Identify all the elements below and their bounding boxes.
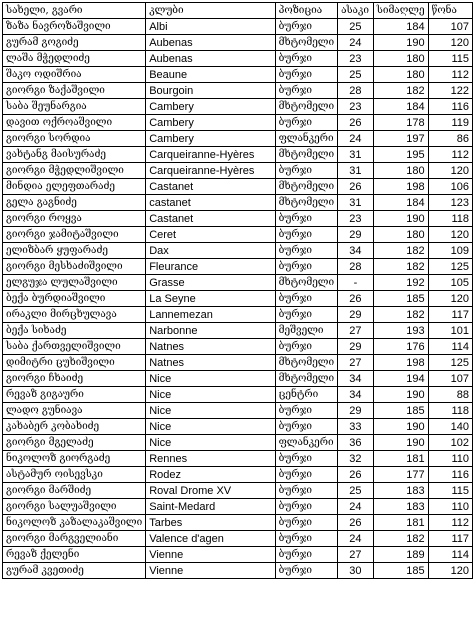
cell-age[interactable]: 29 [338, 227, 374, 243]
header-club[interactable]: კლუბი [146, 3, 275, 19]
cell-club[interactable]: Lannemezan [146, 307, 275, 323]
cell-position[interactable]: ბურჯი [275, 547, 337, 563]
cell-weight[interactable]: 115 [428, 483, 472, 499]
cell-weight[interactable]: 107 [428, 19, 472, 35]
cell-age[interactable]: 24 [338, 531, 374, 547]
table-row [3, 291, 473, 307]
cell-weight[interactable]: 120 [428, 563, 472, 579]
cell-name[interactable]: ირაკლი მირცხულავა [3, 307, 146, 323]
table-row [3, 419, 473, 435]
cell-weight[interactable]: 114 [428, 339, 472, 355]
cell-position[interactable]: ბურჯი [275, 451, 337, 467]
cell-club[interactable]: Rodez [146, 467, 275, 483]
cell-age[interactable]: 34 [338, 243, 374, 259]
cell-age[interactable]: 29 [338, 307, 374, 323]
cell-position[interactable]: ბურჯი [275, 51, 337, 67]
cell-weight[interactable]: 120 [428, 291, 472, 307]
cell-weight[interactable]: 114 [428, 547, 472, 563]
cell-position[interactable]: მხტომელი [275, 99, 337, 115]
cell-position[interactable]: მეშველი [275, 323, 337, 339]
cell-age[interactable]: 25 [338, 67, 374, 83]
cell-height[interactable]: 184 [373, 195, 428, 211]
table-row [3, 307, 473, 323]
cell-club[interactable]: Castanet [146, 179, 275, 195]
cell-position[interactable]: მხტომელი [275, 147, 337, 163]
cell-club[interactable]: Beaune [146, 67, 275, 83]
cell-club[interactable]: Cambery [146, 131, 275, 147]
cell-position[interactable]: ბურჯი [275, 19, 337, 35]
table-row [3, 355, 473, 371]
cell-height[interactable]: 178 [373, 115, 428, 131]
cell-weight[interactable]: 123 [428, 195, 472, 211]
cell-age[interactable]: 26 [338, 467, 374, 483]
cell-name[interactable]: შაკო ოდიშრია [3, 67, 146, 83]
cell-age[interactable]: 34 [338, 371, 374, 387]
cell-club[interactable]: Tarbes [146, 515, 275, 531]
cell-club[interactable]: Nice [146, 387, 275, 403]
cell-age[interactable]: 25 [338, 483, 374, 499]
cell-name[interactable]: გიორგი ზაქაშვილი [3, 83, 146, 99]
cell-position[interactable]: ბურჯი [275, 115, 337, 131]
cell-position[interactable]: ბურჯი [275, 419, 337, 435]
cell-position[interactable]: ბურჯი [275, 83, 337, 99]
cell-weight[interactable]: 86 [428, 131, 472, 147]
table-row [3, 227, 473, 243]
cell-position[interactable]: ბურჯი [275, 339, 337, 355]
cell-height[interactable]: 182 [373, 259, 428, 275]
cell-height[interactable]: 182 [373, 83, 428, 99]
cell-height[interactable]: 181 [373, 515, 428, 531]
cell-club[interactable]: Cambery [146, 99, 275, 115]
cell-position[interactable]: ბურჯი [275, 243, 337, 259]
table-row [3, 467, 473, 483]
header-row [3, 3, 473, 19]
cell-club[interactable]: Fleurance [146, 259, 275, 275]
header-height[interactable]: სიმაღლე [373, 3, 428, 19]
cell-position[interactable]: ბურჯი [275, 403, 337, 419]
cell-height[interactable]: 182 [373, 531, 428, 547]
cell-position[interactable]: მხტომელი [275, 195, 337, 211]
cell-age[interactable]: 27 [338, 323, 374, 339]
cell-name[interactable]: ლაშა მჭედლიძე [3, 51, 146, 67]
cell-name[interactable]: ვახტანგ მაისურაძე [3, 147, 146, 163]
cell-club[interactable]: Nice [146, 435, 275, 451]
cell-club[interactable]: Nice [146, 371, 275, 387]
cell-position[interactable]: ბურჯი [275, 467, 337, 483]
table-row [3, 99, 473, 115]
cell-position[interactable]: ფლანკერი [275, 435, 337, 451]
cell-name[interactable]: გიორგი სალუაშვილი [3, 499, 146, 515]
cell-club[interactable]: Aubenas [146, 51, 275, 67]
cell-club[interactable]: castanet [146, 195, 275, 211]
cell-weight[interactable]: 112 [428, 147, 472, 163]
cell-name[interactable]: ნიკოლოზ კაზალაკაშვილი [3, 515, 146, 531]
cell-height[interactable]: 177 [373, 467, 428, 483]
cell-weight[interactable]: 115 [428, 51, 472, 67]
cell-weight[interactable]: 120 [428, 35, 472, 51]
cell-age[interactable]: 28 [338, 83, 374, 99]
cell-weight[interactable]: 105 [428, 275, 472, 291]
table-row [3, 339, 473, 355]
cell-club[interactable]: Cambery [146, 115, 275, 131]
cell-name[interactable]: გურამ კვეთიძე [3, 563, 146, 579]
cell-name[interactable]: მინდია ელეფთარაძე [3, 179, 146, 195]
cell-name[interactable]: ლადო გუნიავა [3, 403, 146, 419]
cell-height[interactable]: 190 [373, 435, 428, 451]
table-row [3, 179, 473, 195]
cell-position[interactable]: ბურჯი [275, 531, 337, 547]
cell-age[interactable]: 27 [338, 355, 374, 371]
cell-position[interactable]: მხტომელი [275, 371, 337, 387]
cell-height[interactable]: 183 [373, 483, 428, 499]
cell-position[interactable]: ბურჯი [275, 67, 337, 83]
cell-name[interactable]: ელიზბარ ყუფარაძე [3, 243, 146, 259]
cell-name[interactable]: ბექა სიხაძე [3, 323, 146, 339]
cell-position[interactable]: ბურჯი [275, 515, 337, 531]
cell-club[interactable]: Saint-Medard [146, 499, 275, 515]
cell-name[interactable]: გიორგი მარშიძე [3, 483, 146, 499]
cell-position[interactable]: ცენტრი [275, 387, 337, 403]
table-row [3, 483, 473, 499]
cell-weight[interactable]: 116 [428, 467, 472, 483]
cell-name[interactable]: გელა გაგნიძე [3, 195, 146, 211]
cell-height[interactable]: 180 [373, 163, 428, 179]
table-row [3, 403, 473, 419]
cell-club[interactable]: Valence d'agen [146, 531, 275, 547]
table-row [3, 243, 473, 259]
header-position[interactable]: პოზიცია [275, 3, 337, 19]
cell-name[interactable]: გურამ გოგიძე [3, 35, 146, 51]
cell-height[interactable]: 182 [373, 307, 428, 323]
table-row [3, 195, 473, 211]
cell-club[interactable]: Dax [146, 243, 275, 259]
cell-height[interactable]: 195 [373, 147, 428, 163]
cell-position[interactable]: ბურჯი [275, 483, 337, 499]
cell-age[interactable]: 23 [338, 99, 374, 115]
cell-age[interactable]: 33 [338, 419, 374, 435]
cell-age[interactable]: 24 [338, 35, 374, 51]
cell-height[interactable]: 198 [373, 179, 428, 195]
cell-position[interactable]: ბურჯი [275, 163, 337, 179]
cell-position[interactable]: ბურჯი [275, 211, 337, 227]
cell-club[interactable]: La Seyne [146, 291, 275, 307]
table-row [3, 115, 473, 131]
cell-name[interactable]: საბა ქართველიშვილი [3, 339, 146, 355]
cell-height[interactable]: 190 [373, 419, 428, 435]
header-age[interactable]: ასაკი [338, 3, 374, 19]
cell-name[interactable]: დავით ოქროაშვილი [3, 115, 146, 131]
cell-name[interactable]: გიორგი ჩხაიძე [3, 371, 146, 387]
cell-age[interactable]: 27 [338, 547, 374, 563]
cell-name[interactable]: გიორგი სორდია [3, 131, 146, 147]
cell-height[interactable]: 193 [373, 323, 428, 339]
cell-weight[interactable]: 122 [428, 83, 472, 99]
cell-weight[interactable]: 120 [428, 163, 472, 179]
cell-name[interactable]: ასტამურ ოისევსკი [3, 467, 146, 483]
cell-weight[interactable]: 112 [428, 67, 472, 83]
cell-club[interactable]: Carqueiranne-Hyères [146, 147, 275, 163]
cell-club[interactable]: Bourgoin [146, 83, 275, 99]
cell-club[interactable]: Roval Drome XV [146, 483, 275, 499]
cell-weight[interactable]: 112 [428, 515, 472, 531]
cell-club[interactable]: Narbonne [146, 323, 275, 339]
cell-height[interactable]: 197 [373, 131, 428, 147]
cell-weight[interactable]: 109 [428, 243, 472, 259]
cell-name[interactable]: ბექა ბურდიაშვილი [3, 291, 146, 307]
cell-age[interactable]: 36 [338, 435, 374, 451]
cell-height[interactable]: 180 [373, 51, 428, 67]
cell-weight[interactable]: 118 [428, 403, 472, 419]
cell-height[interactable]: 181 [373, 451, 428, 467]
cell-height[interactable]: 183 [373, 499, 428, 515]
cell-weight[interactable]: 106 [428, 179, 472, 195]
table-row [3, 163, 473, 179]
cell-club[interactable]: Albi [146, 19, 275, 35]
table-row [3, 275, 473, 291]
cell-club[interactable]: Nice [146, 419, 275, 435]
cell-weight[interactable]: 117 [428, 531, 472, 547]
cell-height[interactable]: 189 [373, 547, 428, 563]
cell-name[interactable]: ელგუჯა ლულაშვილი [3, 275, 146, 291]
cell-age[interactable]: 26 [338, 515, 374, 531]
cell-name[interactable]: დიმიტრი ცუხიშვილი [3, 355, 146, 371]
cell-weight[interactable]: 125 [428, 355, 472, 371]
cell-height[interactable]: 185 [373, 403, 428, 419]
cell-club[interactable]: Rennes [146, 451, 275, 467]
cell-position[interactable]: ბურჯი [275, 307, 337, 323]
table-row [3, 83, 473, 99]
cell-weight[interactable]: 140 [428, 419, 472, 435]
cell-height[interactable]: 184 [373, 99, 428, 115]
cell-club[interactable]: Vienne [146, 563, 275, 579]
cell-height[interactable]: 192 [373, 275, 428, 291]
cell-club[interactable]: Grasse [146, 275, 275, 291]
table-row [3, 531, 473, 547]
table-row [3, 499, 473, 515]
cell-age[interactable]: 31 [338, 195, 374, 211]
cell-height[interactable]: 185 [373, 291, 428, 307]
cell-weight[interactable]: 125 [428, 259, 472, 275]
cell-position[interactable]: მხტომელი [275, 35, 337, 51]
cell-club[interactable]: Carqueiranne-Hyères [146, 163, 275, 179]
cell-club[interactable]: Castanet [146, 211, 275, 227]
cell-name[interactable]: გიორგი მარგველიანი [3, 531, 146, 547]
cell-position[interactable]: ფლანკერი [275, 131, 337, 147]
cell-name[interactable]: რევაზ გიგაური [3, 387, 146, 403]
cell-name[interactable]: საბა შეუნარგია [3, 99, 146, 115]
cell-position[interactable]: ბურჯი [275, 227, 337, 243]
cell-position[interactable]: ბურჯი [275, 499, 337, 515]
cell-height[interactable]: 180 [373, 227, 428, 243]
cell-name[interactable]: ზაზა ნავროზაშვილი [3, 19, 146, 35]
cell-weight[interactable]: 119 [428, 115, 472, 131]
cell-age[interactable]: 23 [338, 211, 374, 227]
cell-age[interactable]: - [338, 275, 374, 291]
cell-age[interactable]: 26 [338, 291, 374, 307]
cell-age[interactable]: 31 [338, 147, 374, 163]
header-weight[interactable]: წონა [428, 3, 472, 19]
cell-height[interactable]: 198 [373, 355, 428, 371]
table-row [3, 323, 473, 339]
cell-weight[interactable]: 116 [428, 99, 472, 115]
table-row [3, 451, 473, 467]
cell-age[interactable]: 24 [338, 499, 374, 515]
cell-name[interactable]: გიორგი მგელაძე [3, 435, 146, 451]
table-row [3, 547, 473, 563]
table-row [3, 435, 473, 451]
cell-height[interactable]: 190 [373, 387, 428, 403]
cell-club[interactable]: Aubenas [146, 35, 275, 51]
cell-age[interactable]: 30 [338, 563, 374, 579]
cell-age[interactable]: 26 [338, 179, 374, 195]
cell-name[interactable]: რევაზ ქელენი [3, 547, 146, 563]
table-row [3, 211, 473, 227]
cell-club[interactable]: Nice [146, 403, 275, 419]
cell-club[interactable]: Natnes [146, 339, 275, 355]
cell-age[interactable]: 34 [338, 387, 374, 403]
cell-height[interactable]: 185 [373, 563, 428, 579]
cell-club[interactable]: Vienne [146, 547, 275, 563]
cell-name[interactable]: გიორგი მესხაძიშვილი [3, 259, 146, 275]
table-row [3, 19, 473, 35]
cell-position[interactable]: მხტომელი [275, 355, 337, 371]
cell-age[interactable]: 25 [338, 19, 374, 35]
cell-height[interactable]: 180 [373, 67, 428, 83]
cell-position[interactable]: ბურჯი [275, 291, 337, 307]
cell-age[interactable]: 31 [338, 163, 374, 179]
cell-height[interactable]: 184 [373, 19, 428, 35]
table-row [3, 563, 473, 579]
cell-name[interactable]: ნიკოლოზ გიორგაძე [3, 451, 146, 467]
cell-height[interactable]: 194 [373, 371, 428, 387]
cell-height[interactable]: 182 [373, 243, 428, 259]
cell-weight[interactable]: 107 [428, 371, 472, 387]
header-name[interactable]: სახელი, გვარი [3, 3, 146, 19]
table-row [3, 131, 473, 147]
cell-club[interactable]: Ceret [146, 227, 275, 243]
cell-name[interactable]: გიორგი როყვა [3, 211, 146, 227]
table-row [3, 35, 473, 51]
cell-age[interactable]: 28 [338, 259, 374, 275]
cell-position[interactable]: მხტომელი [275, 179, 337, 195]
cell-age[interactable]: 29 [338, 403, 374, 419]
table-row [3, 67, 473, 83]
cell-age[interactable]: 23 [338, 51, 374, 67]
cell-name[interactable]: გიორგი ჯამიტაშვილი [3, 227, 146, 243]
cell-name[interactable]: კახაბერ კობახიძე [3, 419, 146, 435]
cell-position[interactable]: ბურჯი [275, 563, 337, 579]
cell-weight[interactable]: 101 [428, 323, 472, 339]
cell-age[interactable]: 26 [338, 115, 374, 131]
cell-age[interactable]: 29 [338, 339, 374, 355]
cell-weight[interactable]: 120 [428, 227, 472, 243]
cell-weight[interactable]: 118 [428, 211, 472, 227]
cell-weight[interactable]: 117 [428, 307, 472, 323]
cell-weight[interactable]: 110 [428, 499, 472, 515]
cell-age[interactable]: 24 [338, 131, 374, 147]
cell-name[interactable]: გიორგი მჭედლიშვილი [3, 163, 146, 179]
cell-height[interactable]: 190 [373, 35, 428, 51]
table-row [3, 371, 473, 387]
table-row [3, 147, 473, 163]
cell-age[interactable]: 32 [338, 451, 374, 467]
table-row [3, 387, 473, 403]
cell-weight[interactable]: 102 [428, 435, 472, 451]
cell-club[interactable]: Natnes [146, 355, 275, 371]
cell-position[interactable]: მხტომელი [275, 275, 337, 291]
cell-weight[interactable]: 88 [428, 387, 472, 403]
roster-table [2, 2, 473, 579]
cell-weight[interactable]: 110 [428, 451, 472, 467]
cell-height[interactable]: 190 [373, 211, 428, 227]
cell-height[interactable]: 176 [373, 339, 428, 355]
table-row [3, 259, 473, 275]
table-row [3, 515, 473, 531]
cell-position[interactable]: ბურჯი [275, 259, 337, 275]
table-row [3, 51, 473, 67]
